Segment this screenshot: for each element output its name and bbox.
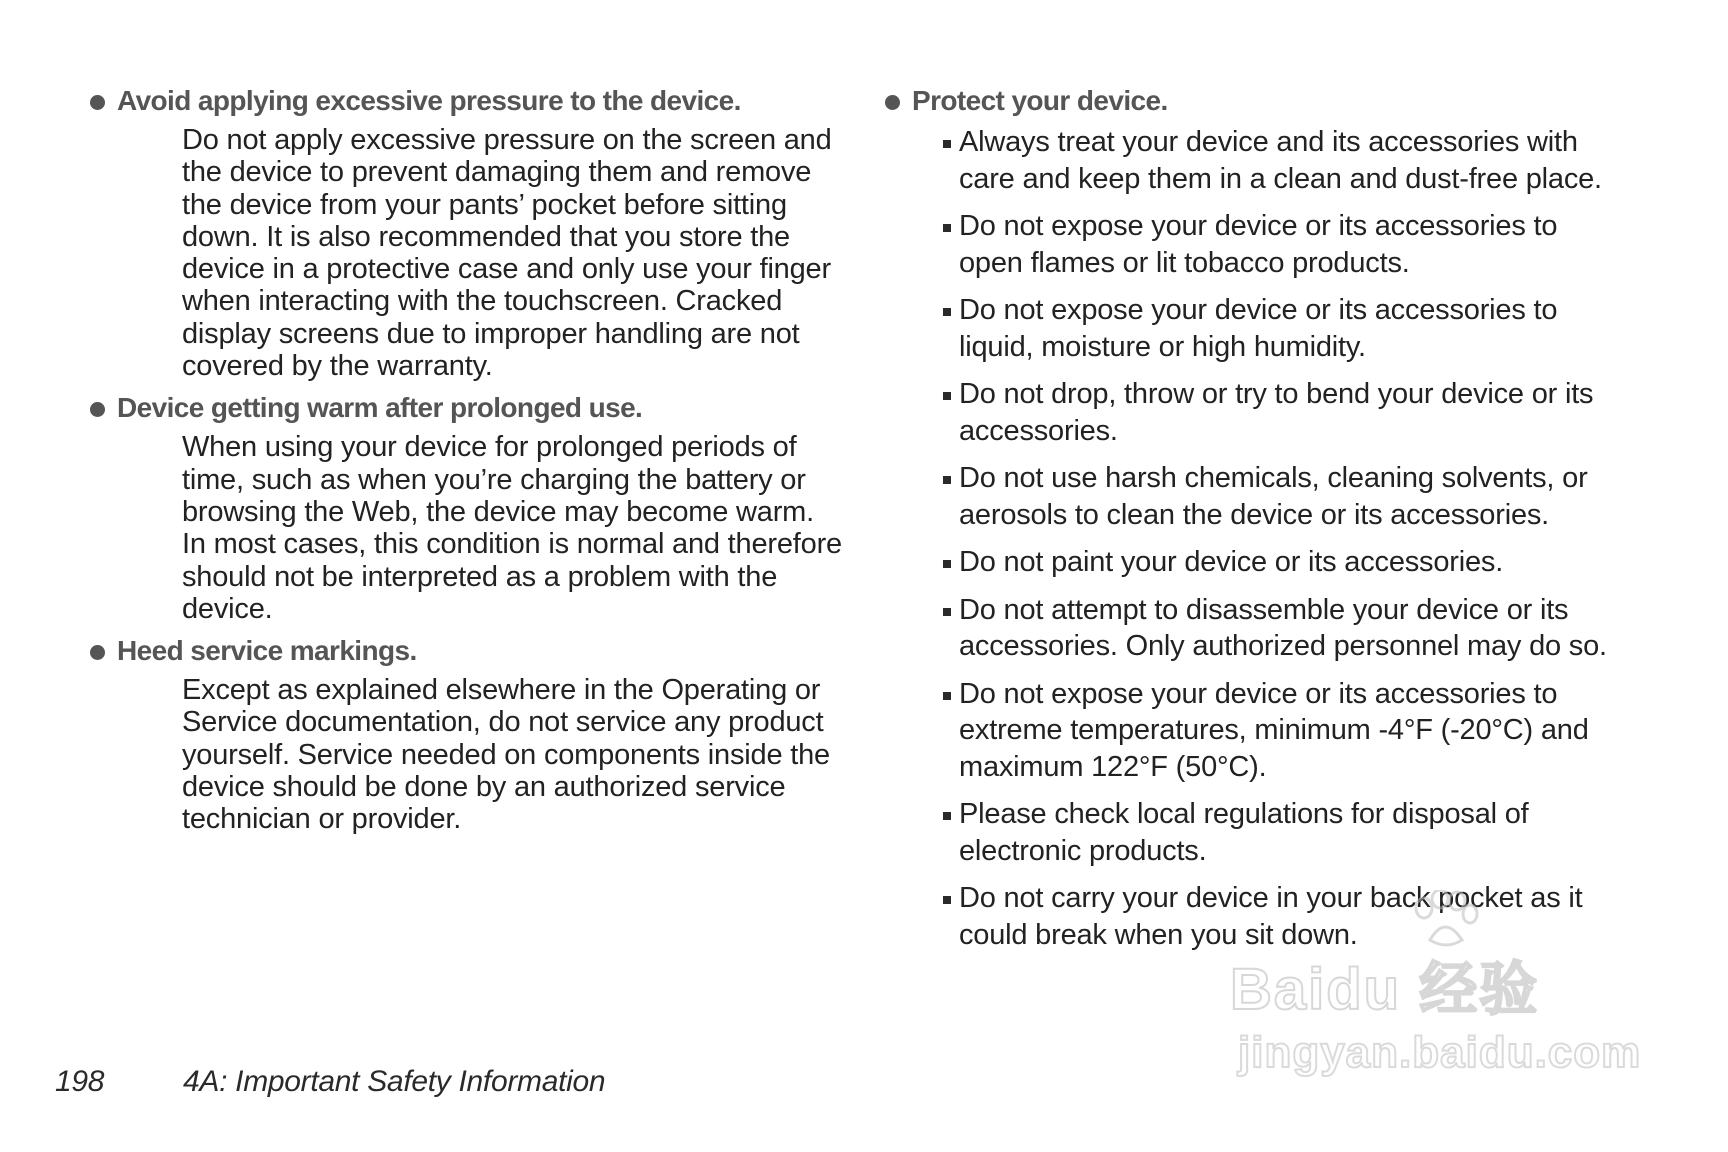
heading-text: Avoid applying excessive pressure to the device. — [117, 85, 741, 116]
heading-text: Device getting warm after prolonged use. — [117, 392, 643, 424]
list-item: Do not use harsh chemicals, cleaning solvents, or aerosols to clean the device or its accessories. — [885, 460, 1615, 533]
section-body: Do not apply excessive pressure on the screen and the device to prevent damaging them and remove the device from your pants’ pocket before sitting down. It is also recommended that you store the device in a protective case and only use your finger when interacting with the touchscreen. Cracked display screens due to improper handling are not covered by the warranty. — [182, 124, 832, 383]
chapter-title: 4A: Important Safety Information — [183, 1065, 606, 1098]
square-bullet-icon — [943, 812, 951, 820]
section-heading — [885, 84, 1645, 118]
right-column — [885, 84, 1645, 964]
list-item: Always treat your device and its accessories with care and keep them in a clean and dust-free place. — [885, 124, 1615, 197]
section-heading — [90, 391, 850, 425]
list-item: Do not expose your device or its accessories to open flames or lit tobacco products. — [885, 208, 1615, 281]
paw-icon — [1410, 890, 1480, 950]
section-heading — [90, 634, 850, 668]
page-number: 198 — [55, 1065, 105, 1098]
bullet-dot-icon — [90, 645, 105, 660]
section-heading — [90, 84, 850, 118]
section-service — [90, 634, 850, 835]
list-item: Please check local regulations for disposal of electronic products. — [885, 796, 1615, 869]
square-bullet-icon — [943, 308, 951, 316]
left-column — [90, 84, 850, 845]
bullet-dot-icon — [90, 402, 105, 417]
heading-text: Protect your device. — [912, 85, 1168, 116]
protect-list — [885, 124, 1645, 953]
section-body: Except as explained elsewhere in the Operating or Service documentation, do not service any product yourself. Service needed on components inside the device should be done by an authorized service technician or provider. — [182, 674, 830, 836]
list-item: Do not expose your device or its accessories to liquid, moisture or high humidity. — [885, 292, 1615, 365]
bullet-dot-icon — [885, 95, 900, 110]
baidu-watermark — [1230, 890, 1650, 1090]
section-warm — [90, 391, 850, 625]
section-pressure — [90, 84, 850, 382]
square-bullet-icon — [943, 692, 951, 700]
heading-text: Heed service markings. — [117, 635, 417, 667]
list-item: Do not drop, throw or try to bend your device or its accessories. — [885, 376, 1615, 449]
square-bullet-icon — [943, 608, 951, 616]
bullet-dot-icon — [90, 95, 105, 110]
square-bullet-icon — [943, 476, 951, 484]
square-bullet-icon — [943, 392, 951, 400]
square-bullet-icon — [943, 224, 951, 232]
square-bullet-icon — [943, 560, 951, 568]
square-bullet-icon — [943, 896, 951, 904]
section-body: When using your device for prolonged periods of time, such as when you’re charging the battery or browsing the Web, the device may become warm. In most cases, this condition is normal and therefore should not be interpreted as a problem with the device. — [182, 431, 842, 625]
list-item: Do not carry your device in your back pocket as it could break when you sit down. — [885, 880, 1615, 953]
watermark-logo-text: Baidu 经验 — [1230, 957, 1540, 1022]
list-item: Do not paint your device or its accessories. — [885, 544, 1615, 581]
square-bullet-icon — [943, 140, 951, 148]
list-item: Do not expose your device or its accessories to extreme temperatures, minimum -4°F (-20°C) and maximum 122°F (50°C). — [885, 676, 1615, 786]
list-item: Do not attempt to disassemble your device or its accessories. Only authorized personnel may do so. — [885, 592, 1615, 665]
watermark-url: jingyan.baidu.com — [1238, 1028, 1642, 1077]
